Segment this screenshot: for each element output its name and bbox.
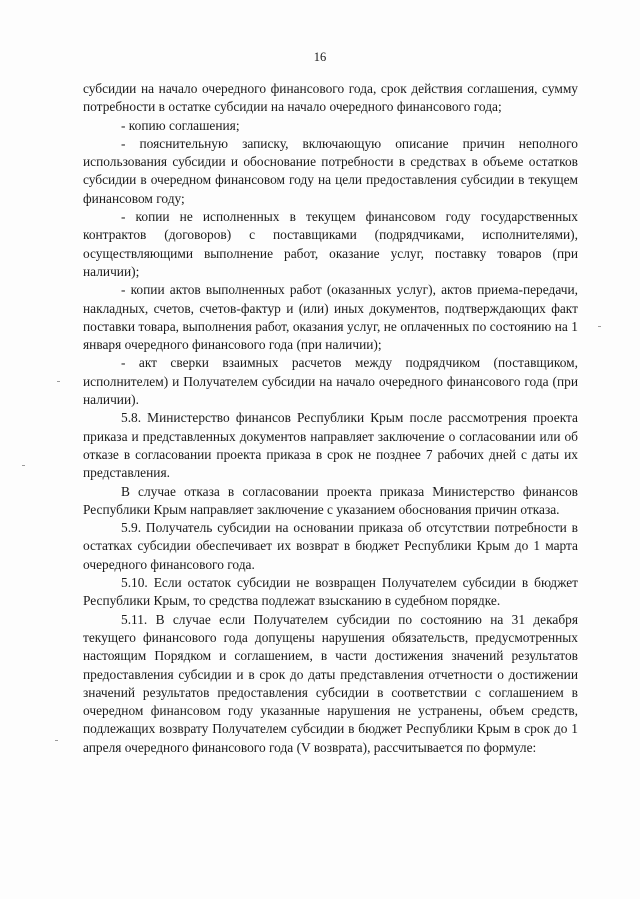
- scan-speck: [598, 326, 601, 327]
- list-item-agreement-copy: - копию соглашения;: [121, 117, 240, 133]
- scan-speck: [22, 465, 25, 466]
- document-body: [83, 80, 578, 757]
- scan-speck: [55, 740, 58, 741]
- list-item-explanatory-note: - пояснительную записку, включающую описание причин неполного использования субсидии и обоснование потребности в средствах в объеме остатков субсидии в очередном финансовом году на цели предоставления субсидии в текущем финансовом году;: [83, 135, 578, 206]
- paragraph-5-8: 5.8. Министерство финансов Республики Крым после рассмотрения проекта приказа и представленных документов направляет заключение о согласовании или об отказе в согласовании проекта приказа в срок не позднее 7 рабочих дней с даты их представления.: [83, 410, 578, 481]
- paragraph-5-11: 5.11. В случае если Получателем субсидии по состоянию на 31 декабря текущего финансового года допущены нарушения обязательств, предусмотренных настоящим Порядком и соглашением, в части достижения значений результатов предоставления субсидии и в срок до даты представления отчетности о достижении значений результатов предоставления субсидии в соответствии с соглашением в очередном финансовом году указанные нарушения не устранены, объем средств, подлежащих возврату Получателем субсидии в бюджет Республики Крым в срок до 1 апреля очередного финансового года (V возврата), рассчитывается по формуле:: [83, 611, 578, 755]
- paragraph-subsidy-start: субсидии на начало очередного финансового года, срок действия соглашения, сумму потребности в остатке субсидии на начало очередного финансового года;: [83, 81, 578, 115]
- page-number: 16: [313, 50, 327, 64]
- paragraph-refusal: В случае отказа в согласовании проекта приказа Министерство финансов Республики Крым направляет заключение с указанием обоснования причин отказа.: [83, 483, 578, 517]
- list-item-acts-copies: - копии актов выполненных работ (оказанных услуг), актов приема-передачи, накладных, счетов, счетов-фактур и (или) иных документов, подтверждающих факт поставки товара, выполнения работ, оказания услуг, не оплаченных по состоянию на 1 января очередного финансового года (при наличии);: [83, 282, 578, 353]
- paragraph-5-9: 5.9. Получатель субсидии на основании приказа об отсутствии потребности в остатках субсидии обеспечивает их возврат в бюджет Республики Крым до 1 марта очередного финансового года.: [83, 520, 578, 572]
- paragraph-5-10: 5.10. Если остаток субсидии не возвращен Получателем субсидии в бюджет Республики Крым, то средства подлежат взысканию в судебном порядке.: [83, 575, 578, 609]
- list-item-contract-copies: - копии не исполненных в текущем финансовом году государственных контрактов (договоров) с поставщиками (подрядчиками, исполнителями), осуществляющими выполнение работ, оказание услуг, поставку товаров (при наличии);: [83, 209, 578, 279]
- scan-speck: [57, 381, 60, 382]
- list-item-reconciliation-act: - акт сверки взаимных расчетов между подрядчиком (поставщиком, исполнителем) и Получателем субсидии на начало очередного финансового года (при наличии).: [83, 355, 578, 408]
